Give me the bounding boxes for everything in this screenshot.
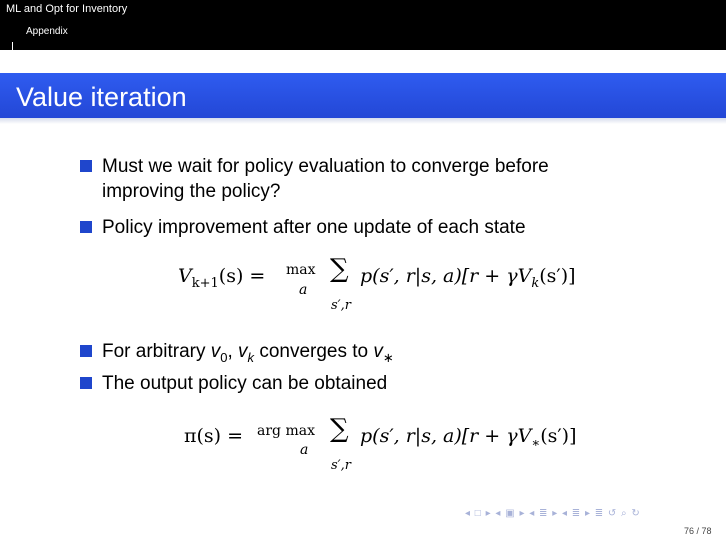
vk: v bbox=[238, 341, 248, 362]
subsection-title: Appendix bbox=[26, 26, 68, 37]
eq1-lhs-sub: k+1 bbox=[191, 275, 219, 291]
eq1-tail: (s′)] bbox=[539, 265, 576, 287]
bullet-text: The output policy can be obtained bbox=[102, 373, 388, 394]
vstar: v bbox=[373, 341, 383, 362]
bullet-text: Must we wait for policy evaluation to converge before bbox=[102, 156, 549, 177]
vstar-sub: ∗ bbox=[382, 349, 394, 365]
v0: v bbox=[210, 341, 221, 362]
bullet-marker-icon bbox=[80, 221, 92, 233]
eq2-lhs: π(s) = bbox=[184, 425, 244, 447]
eq2-body-sub: ∗ bbox=[531, 435, 541, 451]
comma: , bbox=[227, 341, 239, 362]
bullet-marker-icon bbox=[80, 345, 92, 357]
section-title: ML and Opt for Inventory bbox=[6, 3, 128, 15]
eq1-arg: (s) = bbox=[218, 265, 266, 287]
bullet-text: Policy improvement after one update of each state bbox=[102, 217, 526, 238]
beamer-navigation-icons[interactable]: ◂ □ ▸ ◂ ▣ ▸ ◂ ≣ ▸ ◂ ≣ ▸ ≣ ↺ ⌕ ↻ bbox=[465, 508, 641, 519]
bullet-text-continuation: improving the policy? bbox=[102, 181, 281, 202]
slide-header bbox=[0, 0, 726, 50]
slide-title: Value iteration bbox=[16, 82, 187, 112]
eq1-operator-sub: a bbox=[299, 282, 308, 298]
tree-corner-icon bbox=[12, 42, 22, 51]
vk-sub: k bbox=[247, 349, 255, 365]
equation-value-iteration bbox=[178, 265, 265, 291]
eq1-body-text: p(s′, r|s, a)[r + γV bbox=[360, 265, 532, 287]
title-bar bbox=[0, 73, 726, 118]
title-shadow bbox=[0, 118, 726, 124]
bullet-text-inline: For arbitrary bbox=[102, 341, 211, 362]
bullet-text bbox=[102, 340, 394, 369]
eq2-tail: (s′)] bbox=[540, 425, 577, 447]
eq1-body-sub: k bbox=[531, 275, 540, 291]
equation-policy bbox=[184, 425, 243, 447]
eq1-body bbox=[360, 265, 576, 291]
eq1-sum-sub: s′,r bbox=[331, 298, 351, 313]
eq1-lhs: V bbox=[178, 265, 192, 287]
eq2-sum-sub: s′,r bbox=[331, 458, 351, 473]
eq2-body bbox=[360, 425, 577, 451]
v0-sub: 0 bbox=[220, 349, 228, 365]
page-number: 76 / 78 bbox=[684, 526, 712, 536]
eq2-sum-icon: ∑ bbox=[330, 414, 349, 444]
eq2-operator-sub: a bbox=[300, 442, 309, 458]
eq2-body-text: p(s′, r|s, a)[r + γV bbox=[360, 425, 532, 447]
bullet-marker-icon bbox=[80, 377, 92, 389]
eq1-max: max bbox=[286, 262, 316, 278]
converges-text: converges to bbox=[254, 341, 374, 362]
eq1-sum-icon: ∑ bbox=[330, 254, 349, 284]
eq2-operator: arg max bbox=[257, 423, 315, 439]
eq1-operator bbox=[286, 262, 316, 278]
bullet-marker-icon bbox=[80, 160, 92, 172]
